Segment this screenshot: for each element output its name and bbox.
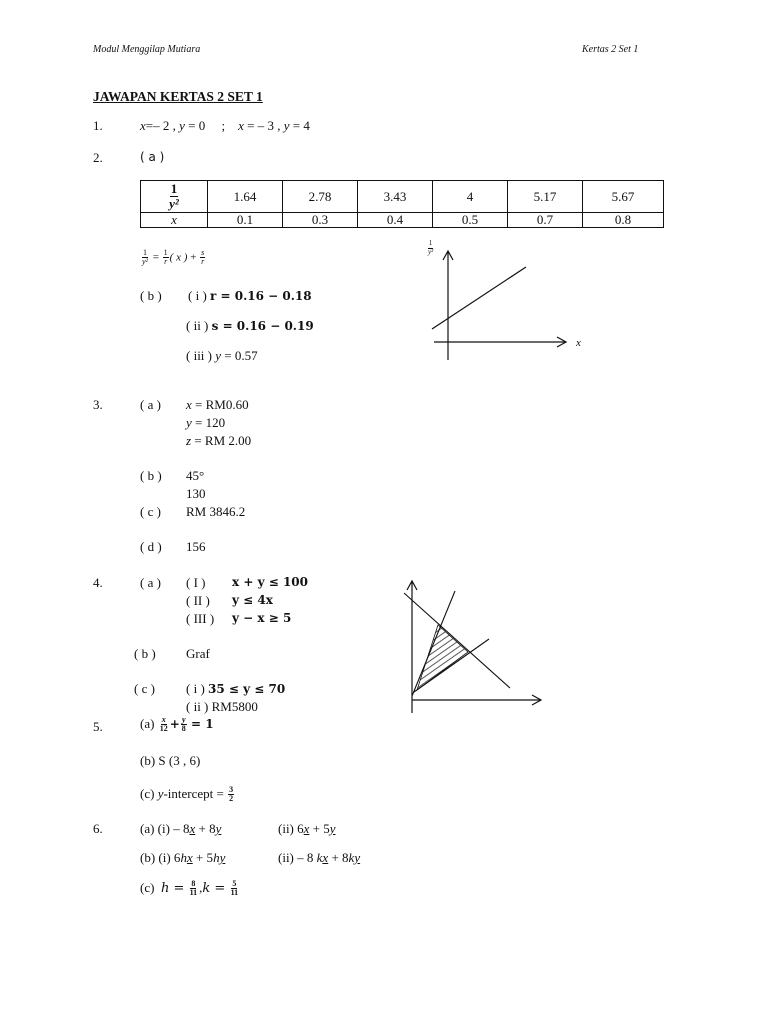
vector-y: y [329, 821, 336, 836]
q4-part-c: ( c ) [134, 681, 155, 696]
q1-s2-y: y [283, 118, 290, 133]
table-cell: 1.64 [208, 181, 283, 213]
fraction-denominator: 11 [189, 888, 198, 898]
vector-x: x [303, 821, 310, 836]
q6-b-i-mid: + 5 [192, 850, 214, 865]
value: = RM0.60 [191, 397, 249, 412]
q4-c-i-math: 35 ≤ y ≤ 70 [208, 682, 286, 696]
vector-x: x [189, 821, 196, 836]
q2-number: 2. [93, 150, 103, 165]
q3-part-d: ( d ) [140, 539, 162, 554]
table-row [141, 181, 664, 213]
fraction-denominator: r [164, 257, 168, 267]
comma: , [199, 879, 203, 895]
q6-b-i-label: (b) (i) 6 [140, 850, 181, 865]
q6-b-ii [278, 851, 360, 866]
q2-b-ii-math: s = 0.16 − 0.19 [211, 319, 314, 333]
q6-b-ii-mid: + 8 [328, 850, 349, 865]
q2-b-iii-value: = 0.57 [224, 348, 258, 363]
q6-c-k-frac [230, 880, 240, 898]
q6-b-i [140, 851, 225, 866]
one-over-y-squared [168, 182, 180, 210]
table-cell: 0.1 [208, 213, 283, 228]
q6-a-ii-label: (ii) 6 [278, 821, 304, 836]
q3-a-line [186, 416, 225, 431]
q1-s1-y: y [179, 118, 185, 133]
q6-c-label: (c) [140, 879, 155, 895]
q3-c-value: RM 3846.2 [186, 504, 246, 519]
q2-b-i-math: r = 0.16 − 0.18 [210, 289, 312, 303]
q6-c-k: k = [202, 880, 226, 896]
q5-c [140, 786, 235, 804]
q5-c-var: y [157, 785, 164, 801]
q2-b-ii [186, 319, 314, 334]
fraction-numerator: 1 [428, 239, 433, 248]
q1-s1-y-eq: = 0 [188, 118, 206, 133]
fraction-numerator: 1 [163, 248, 168, 257]
q4-b-value: Graf [186, 646, 210, 661]
q5-c-text: -intercept = [163, 785, 224, 801]
q5-a-label: (a) [140, 715, 155, 731]
vector-y: y [215, 821, 222, 836]
scalar-h: h [213, 850, 220, 865]
q6-b-ii-label: (ii) – 8 [278, 850, 317, 865]
fraction-denominator: 11 [230, 888, 239, 898]
shaded-feasible-region [417, 625, 468, 690]
q2-linear-equation [140, 249, 206, 267]
q1-s1-sep: , [172, 118, 176, 133]
q5-a-frac-1 [159, 716, 169, 734]
fraction-numerator: 1 [170, 181, 178, 197]
fraction-denominator: r [201, 257, 205, 267]
q1-s2-x: x [238, 118, 244, 133]
fraction-numerator: 3 [229, 785, 234, 794]
plus-sign: + [190, 251, 197, 264]
fraction-denominator: 8 [181, 724, 186, 734]
table-cell: 0.5 [433, 213, 508, 228]
q3-d-value: 156 [186, 539, 206, 554]
vector-x: x [186, 850, 193, 865]
q6-c [140, 880, 240, 898]
q4-region-graph [400, 575, 560, 715]
q5-a-rhs: = 1 [191, 716, 214, 731]
q6-a-i-mid: + 8 [195, 821, 216, 836]
equals-sign: = [152, 251, 159, 264]
fraction-denominator: 12 [159, 724, 168, 734]
equation-term-1 [163, 249, 169, 267]
q3-part-c: ( c ) [140, 504, 161, 519]
q6-c-h-frac [189, 880, 199, 898]
fraction-numerator: y [181, 715, 186, 724]
plus-sign: + [169, 716, 180, 731]
q4-c-i [186, 682, 285, 697]
fraction-numerator: s [201, 248, 205, 257]
table-cell: 5.17 [508, 181, 583, 213]
q3-a-line [186, 434, 251, 449]
page-title: JAWAPAN KERTAS 2 SET 1 [93, 89, 263, 104]
q2-b-ii-label: ( ii ) [186, 318, 209, 333]
q6-a-ii-mid: + 5 [309, 821, 330, 836]
q1-answer [140, 119, 310, 134]
q2-part-b: ( b ) [140, 288, 162, 303]
q4-a-II-label: ( II ) [186, 593, 210, 608]
table-row [141, 213, 664, 228]
q6-a-i [140, 822, 221, 837]
vector-x: x [322, 850, 329, 865]
q4-part-a: ( a ) [140, 575, 161, 590]
table-cell: 5.67 [583, 181, 664, 213]
vector-y: y [354, 850, 361, 865]
q1-s1-x: x [140, 118, 146, 133]
q1-s2-x-eq: = – 3 [247, 118, 274, 133]
q4-c-ii: ( ii ) RM5800 [186, 699, 258, 714]
equation-lhs [141, 249, 149, 267]
vector-y: y [219, 850, 226, 865]
q5-c-label: (c) [140, 785, 155, 801]
q4-a-I-math: x + y ≤ 100 [232, 575, 308, 589]
q1-s2-sep: , [277, 118, 281, 133]
table-cell: 3.43 [358, 181, 433, 213]
q6-c-h: h = [160, 880, 185, 896]
q2-b-iii-var: y [215, 348, 222, 363]
table-cell: 0.3 [283, 213, 358, 228]
q2-graph-x-label: x [576, 337, 581, 349]
q3-a-line [186, 398, 249, 413]
header-right: Kertas 2 Set 1 [582, 44, 639, 55]
q3-b-line: 45° [186, 468, 205, 483]
fraction-denominator: y² [428, 247, 434, 256]
q3-part-a: ( a ) [140, 397, 161, 412]
q1-number: 1. [93, 118, 103, 133]
q3-part-b: ( b ) [140, 468, 162, 483]
q5-c-frac [228, 786, 234, 804]
q6-number: 6. [93, 821, 103, 836]
scalar-k: k [316, 850, 323, 865]
value: = 120 [191, 415, 226, 430]
fraction-numerator: x [161, 715, 166, 724]
q4-a-I-label: ( I ) [186, 575, 206, 590]
table-head-cell: x [141, 213, 208, 228]
q4-c-i-label: ( i ) [186, 681, 205, 696]
q2-b-iii [186, 349, 258, 364]
fraction-numerator: 5 [232, 879, 237, 888]
q2-graph-y-label [426, 240, 435, 256]
line-x-plus-y [404, 593, 510, 688]
header-left: Modul Menggilap Mutiara [93, 44, 201, 55]
q2-data-table [140, 180, 664, 228]
q6-a-i-label: (a) (i) – 8 [140, 821, 190, 836]
table-cell: 0.7 [508, 213, 583, 228]
fraction-denominator: 2 [229, 794, 234, 804]
q4-a-II-math: y ≤ 4x [232, 593, 273, 607]
q5-b: (b) S (3 , 6) [140, 753, 201, 768]
q3-b-line: 130 [186, 486, 206, 501]
equation-x: ( x ) [169, 251, 188, 264]
q6-a-ii [278, 822, 336, 837]
variable: z [186, 433, 192, 448]
table-cell: 0.4 [358, 213, 433, 228]
q1-semicolon: ; [221, 118, 226, 133]
q5-number: 5. [93, 719, 103, 734]
variable: x [186, 397, 192, 412]
q5-a-frac-2 [181, 716, 187, 734]
value: = RM 2.00 [191, 433, 252, 448]
q1-s1-x-eq: =– 2 [145, 118, 170, 133]
fraction-numerator: 1 [142, 248, 147, 257]
fraction-denominator: y² [142, 257, 148, 267]
scalar-h: h [180, 850, 187, 865]
table-cell: 4 [433, 181, 508, 213]
q1-s2-y-eq: = 4 [292, 118, 310, 133]
q3-number: 3. [93, 397, 103, 412]
q4-a-III-math: y − x ≥ 5 [232, 611, 292, 625]
equation-term-2 [200, 249, 205, 267]
q4-a-III-label: ( III ) [186, 611, 215, 626]
q5-a [140, 716, 214, 734]
table-cell: 2.78 [283, 181, 358, 213]
table-head-cell [141, 181, 208, 213]
q2-b-i [188, 289, 312, 304]
scalar-k: k [348, 850, 355, 865]
q4-part-b: ( b ) [134, 646, 156, 661]
q2-sketch-graph [420, 238, 600, 368]
variable: y [186, 415, 192, 430]
q2-b-iii-label: ( iii ) [186, 348, 212, 363]
q2-b-i-label: ( i ) [188, 288, 207, 303]
q4-number: 4. [93, 575, 103, 590]
q2-part-a: ( a ) [140, 150, 165, 164]
fraction-numerator: 8 [191, 879, 196, 888]
best-fit-line [432, 267, 526, 329]
fraction-denominator: y² [169, 196, 179, 211]
table-cell: 0.8 [583, 213, 664, 228]
